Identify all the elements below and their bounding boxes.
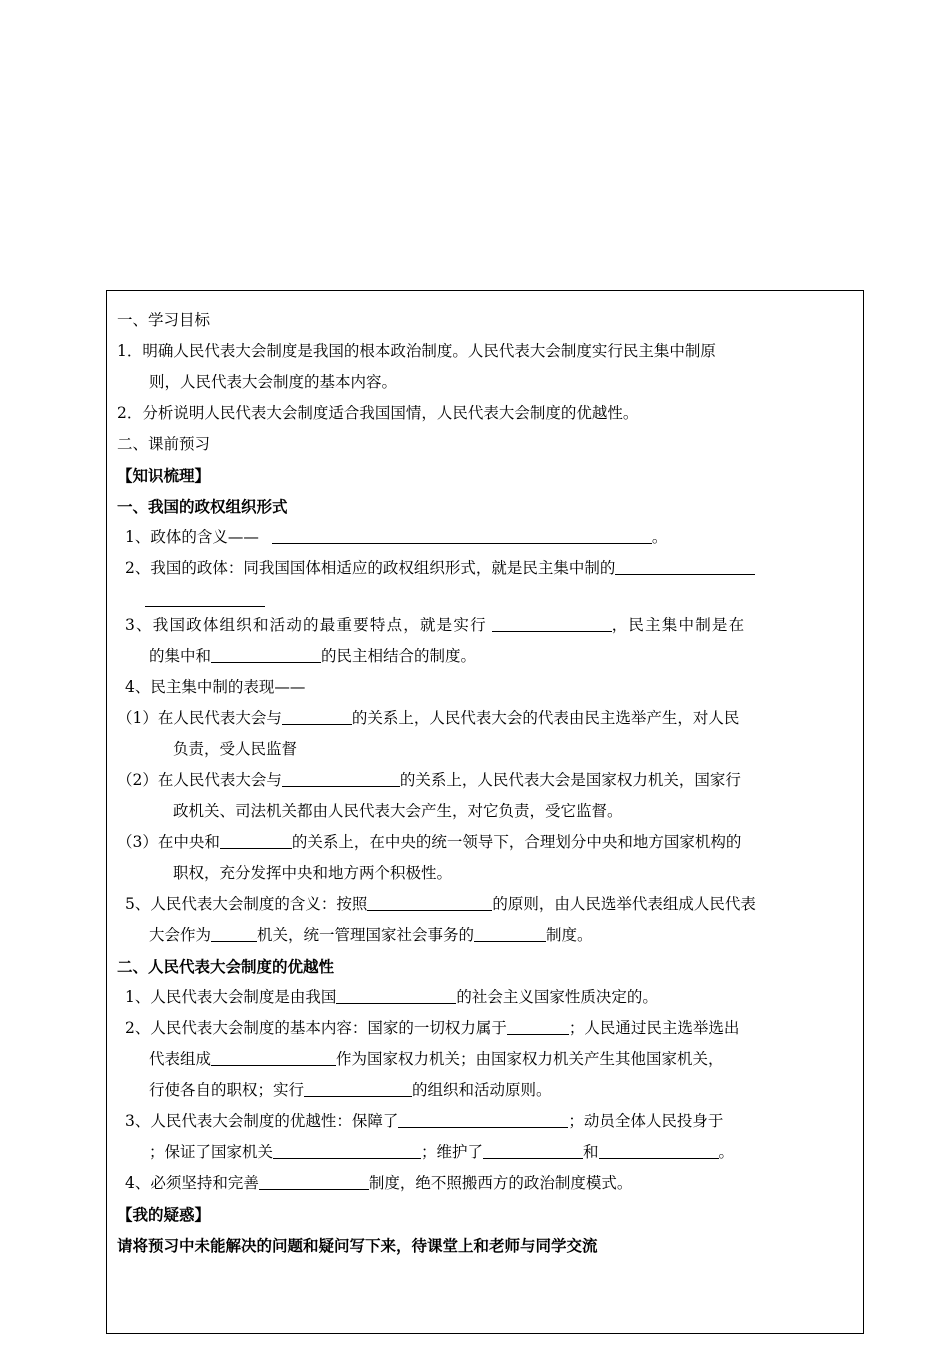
reason-2-text-6: 的组织和活动原则。 [412,1081,552,1099]
fill-blank[interactable] [483,1138,583,1159]
fill-blank[interactable] [282,704,352,725]
question-3-line-1 [117,610,857,641]
reason-3-line-2 [117,1137,857,1168]
point-3-line-2: 职权，充分发挥中央和地方两个积极性。 [173,864,453,882]
reason-4 [117,1168,857,1199]
worksheet-content [117,305,857,1261]
question-5-text-5: 制度。 [546,926,593,944]
fill-blank[interactable] [367,890,492,911]
reason-3-text-5: 和 [583,1143,599,1161]
fill-blank[interactable] [336,983,456,1004]
reason-1-text-2: 的社会主义国家性质决定的。 [456,988,658,1006]
fill-blank[interactable] [145,586,265,607]
fill-blank[interactable] [211,642,321,663]
point-3-text-2: 的关系上，在中央的统一领导下，合理划分中央和地方国家机构的 [291,833,742,851]
doubt-heading: 【我的疑惑】 [117,1205,211,1224]
fill-blank[interactable] [272,523,652,544]
point-1-line-2: 负责，受人民监督 [173,740,298,758]
reason-3-text: 3、人民代表大会制度的优越性：保障了 [125,1112,399,1130]
section-2-heading: 二、人民代表大会制度的优越性 [117,957,335,976]
question-5-line-1 [117,889,857,920]
objective-2: 2．分析说明人民代表大会制度适合我国国情，人民代表大会制度的优越性。 [117,404,639,422]
reason-1-text: 1、人民代表大会制度是由我国 [125,988,337,1006]
point-3-line-1 [117,827,857,858]
question-3-text-3: 的集中和 [149,647,212,665]
reason-3-text-6: 。 [718,1143,735,1161]
fill-blank[interactable] [304,1076,412,1097]
worksheet-frame [106,290,864,1334]
fill-blank[interactable] [474,921,546,942]
fill-blank[interactable] [211,921,257,942]
point-1-text-2: 的关系上，人民代表大会的代表由民主选举产生，对人民 [351,709,740,727]
question-3-text-4: 的民主相结合的制度。 [321,647,477,665]
reason-2-text-2: ；人民通过民主选举选出 [568,1019,740,1037]
reason-2-line-3 [117,1075,857,1106]
fill-blank[interactable] [273,1138,421,1159]
reason-1 [117,982,857,1013]
fill-blank[interactable] [507,1014,569,1035]
reason-2-text-4: 作为国家权力机关；由国家权力机关产生其他国家机关， [336,1050,724,1068]
point-2-line-2: 政机关、司法机关都由人民代表大会产生，对它负责，受它监督。 [173,802,623,820]
question-1-end: 。 [651,528,668,546]
section-1-heading: 一、我国的政权组织形式 [117,497,288,516]
reason-3-text-3: ；保证了国家机关 [149,1143,274,1161]
fill-blank[interactable] [492,611,612,632]
reason-3-text-4: ；维护了 [421,1143,484,1161]
reason-4-text-2: 制度，绝不照搬西方的政治制度模式。 [368,1174,633,1192]
point-2-line-1 [117,765,857,796]
question-2-continuation [117,584,857,610]
reason-2-line-1 [117,1013,857,1044]
question-2 [117,553,857,584]
fill-blank[interactable] [599,1138,719,1159]
objective-1-line-2: 则，人民代表大会制度的基本内容。 [149,373,398,391]
reason-2-text-5: 行使各自的职权；实行 [149,1081,305,1099]
fill-blank[interactable] [220,828,292,849]
question-4: 4、民主集中制的表现—— [125,678,306,696]
reason-4-text: 4、必须坚持和完善 [125,1174,259,1192]
reason-2-line-2 [117,1044,857,1075]
question-5-text-4: 机关，统一管理国家社会事务的 [257,926,475,944]
question-1 [117,522,857,553]
question-2-text: 2、我国的政体：同我国国体相适应的政权组织形式，就是民主集中制的 [125,559,616,577]
question-3-line-2 [117,641,857,672]
point-2-text: （2）在人民代表大会与 [117,771,282,789]
reason-3-text-2: ；动员全体人民投身于 [568,1112,724,1130]
reason-2-text-3: 代表组成 [149,1050,212,1068]
question-5-line-2 [117,920,857,951]
question-1-text: 1、政体的含义—— [125,528,259,546]
fill-blank[interactable] [398,1107,568,1128]
objectives-heading: 一、学习目标 [117,311,211,329]
fill-blank[interactable] [615,554,755,575]
question-3-text-2: ，民主集中制是在 [611,616,746,634]
point-2-text-2: 的关系上，人民代表大会是国家权力机关，国家行 [399,771,741,789]
point-3-text: （3）在中央和 [117,833,220,851]
point-1-text: （1）在人民代表大会与 [117,709,282,727]
point-1-line-1 [117,703,857,734]
question-5-text: 5、人民代表大会制度的含义：按照 [125,895,368,913]
reason-3-line-1 [117,1106,857,1137]
fill-blank[interactable] [211,1045,336,1066]
objective-1-line-1: 1．明确人民代表大会制度是我国的根本政治制度。人民代表大会制度实行民主集中制原 [117,342,716,360]
doubt-instruction: 请将预习中未能解决的问题和疑问写下来，待课堂上和老师与同学交流 [117,1236,598,1255]
question-3-text: 3、我国政体组织和活动的最重要特点，就是实行 [125,616,487,634]
fill-blank[interactable] [259,1169,369,1190]
fill-blank[interactable] [282,766,400,787]
question-5-text-2: 的原则，由人民选举代表组成人民代表 [492,895,756,913]
question-5-text-3: 大会作为 [149,926,212,944]
reason-2-text: 2、人民代表大会制度的基本内容：国家的一切权力属于 [125,1019,507,1037]
preview-heading: 二、课前预习 [117,435,211,453]
knowledge-heading: 【知识梳理】 [117,466,211,485]
